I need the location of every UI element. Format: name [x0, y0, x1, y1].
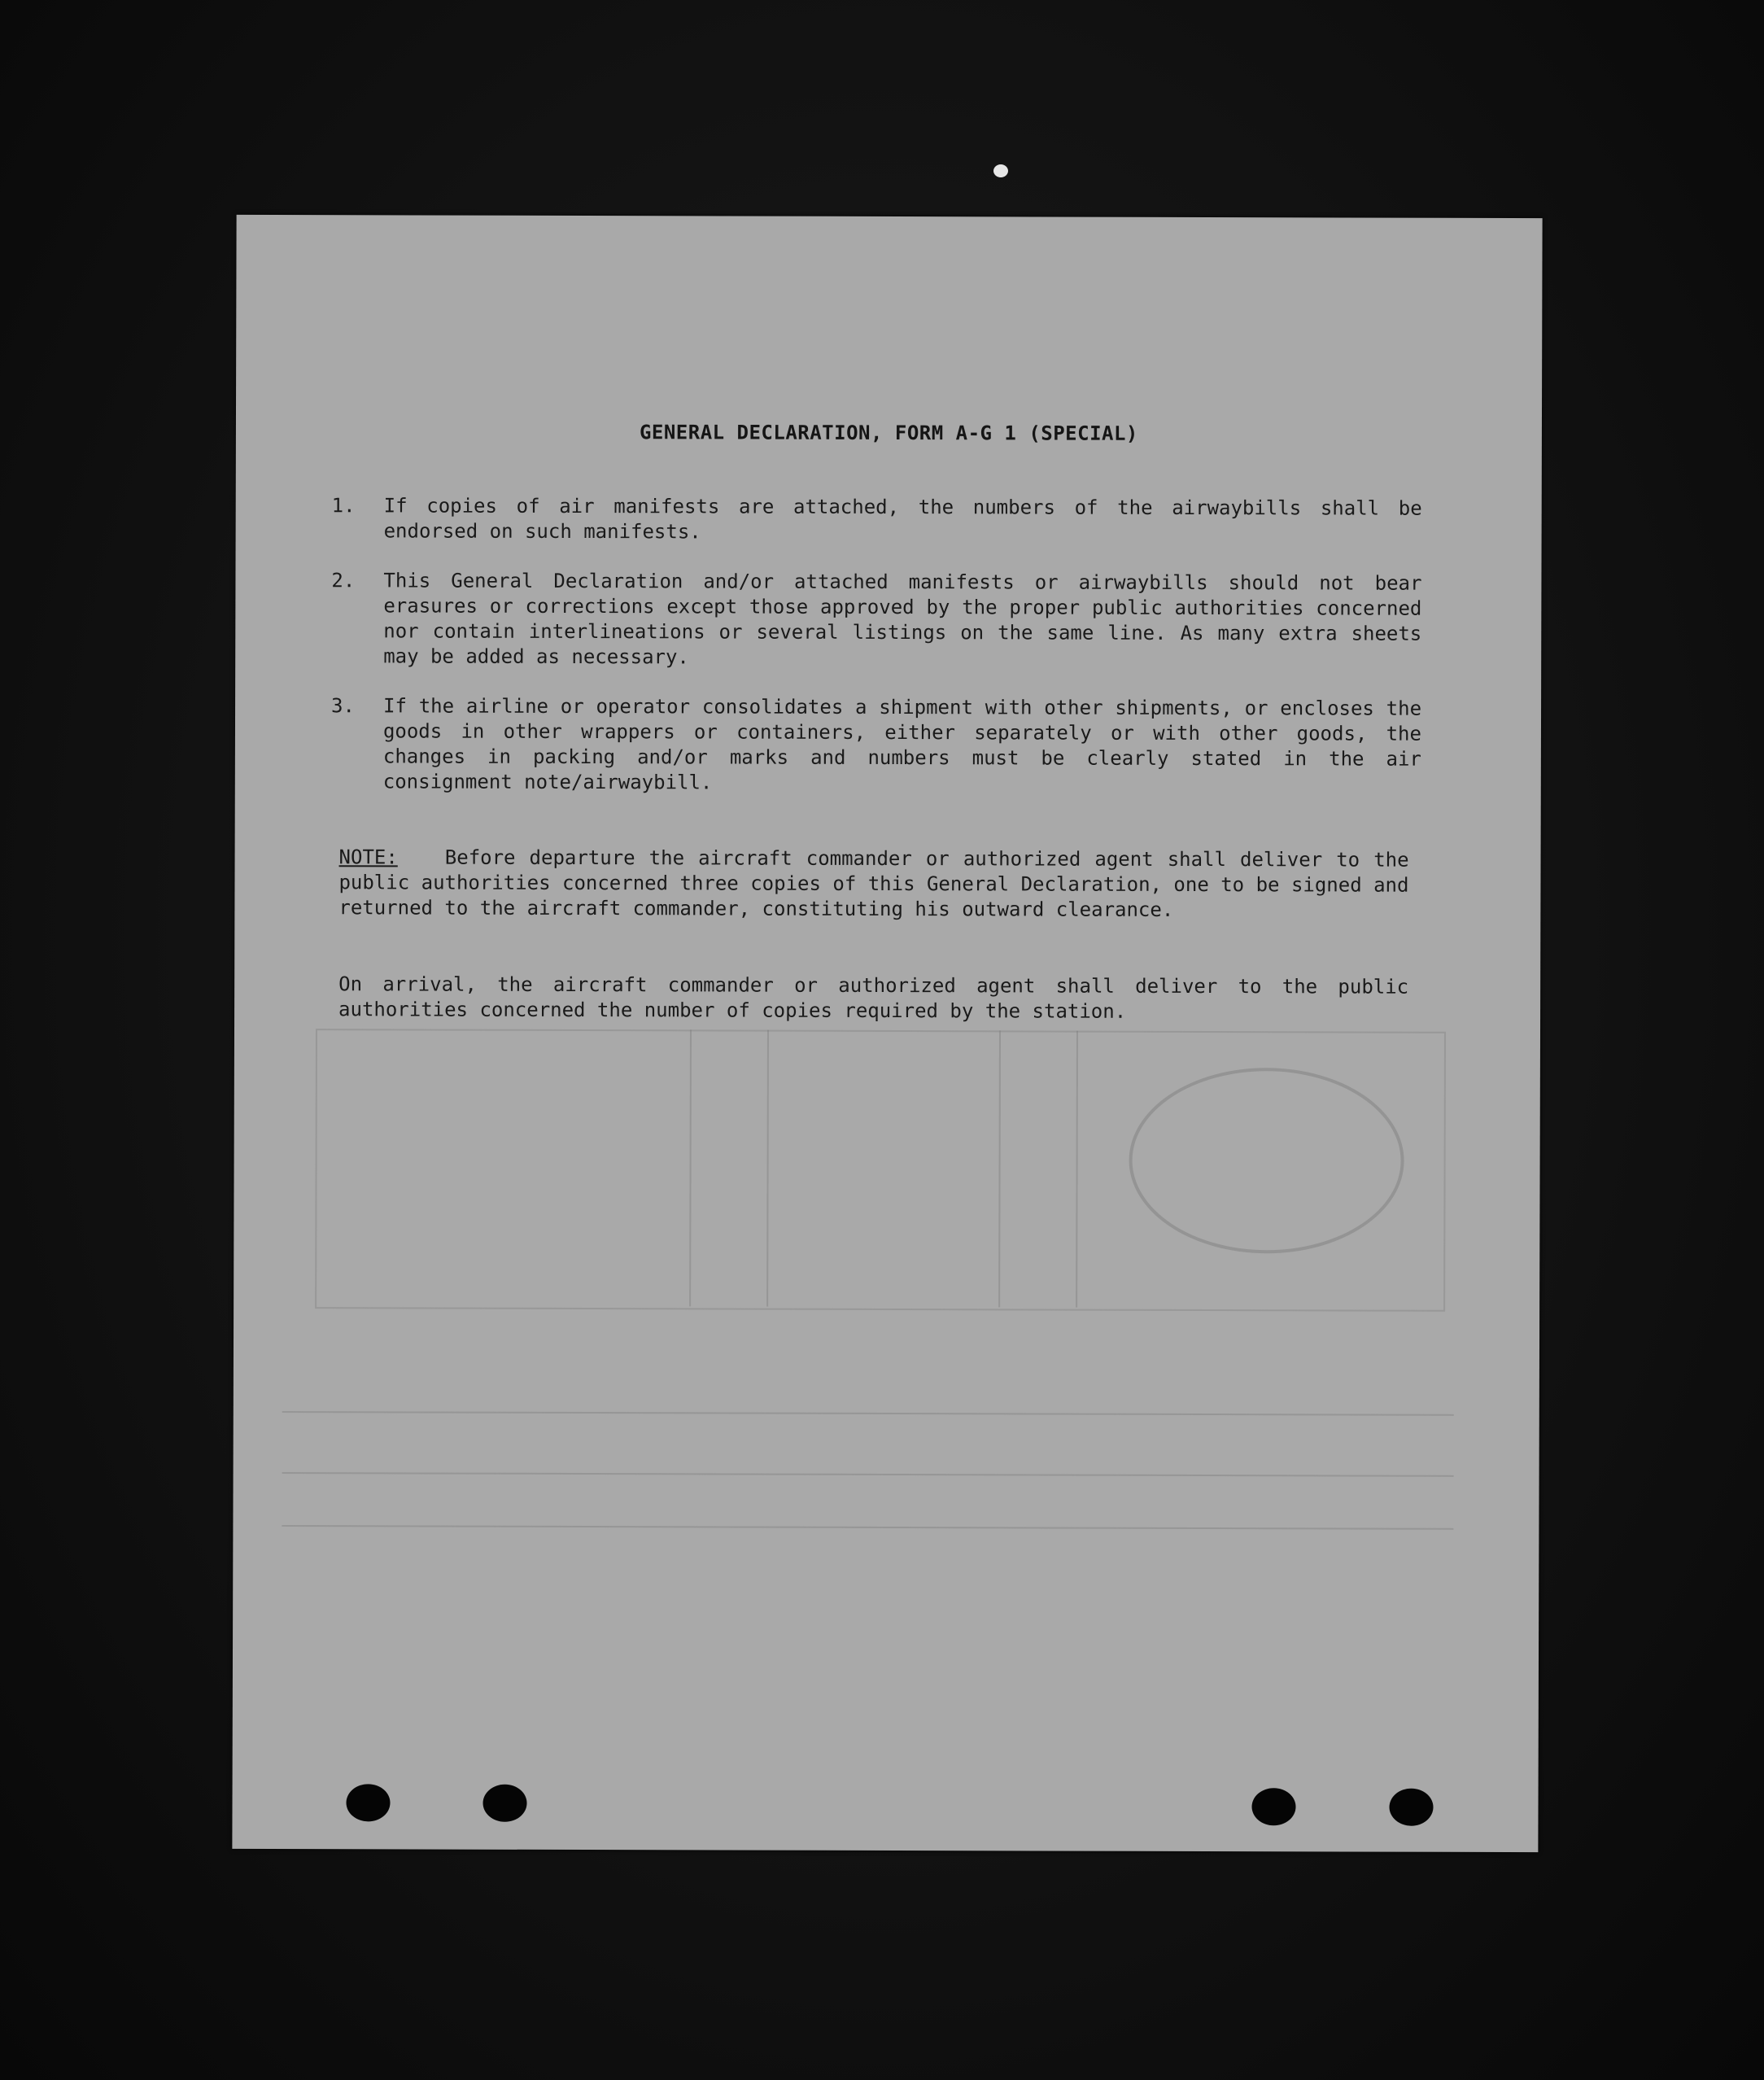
- bleed-through-line: [282, 1525, 1453, 1530]
- item-text: This General Declaration and/or attached manifests or airwaybills should not bear erasures or corrections except those approved by the proper public authorities concerned nor contain interlineations or several listings on the same line. As many extra sheets may be added as necessary.: [383, 569, 1422, 669]
- instruction-item: [331, 693, 1421, 797]
- item-number: 2.: [331, 569, 356, 592]
- scan-speck: [993, 164, 1008, 177]
- document-title: GENERAL DECLARATION, FORM A-G 1 (SPECIAL): [639, 421, 1138, 445]
- punch-hole: [1389, 1789, 1433, 1826]
- arrival-paragraph: On arrival, the aircraft commander or authorized agent shall deliver to the public authorities concerned the number of copies required by the station.: [338, 972, 1409, 1023]
- note-label: NOTE:: [338, 846, 398, 869]
- document-sheet: [232, 215, 1542, 1852]
- instruction-item: [331, 568, 1421, 672]
- instruction-item: [332, 493, 1422, 547]
- item-text: If copies of air manifests are attached, the numbers of the airwaybills shall be endorsed on such manifests.: [383, 494, 1422, 544]
- bleed-through-stamp: [1129, 1068, 1404, 1254]
- punch-hole: [482, 1785, 526, 1822]
- note-paragraph: [338, 845, 1408, 923]
- bleed-through-line: [282, 1411, 1454, 1416]
- item-number: 1.: [331, 494, 356, 518]
- note-text: Before departure the aircraft commander or authorized agent shall deliver to the public authorities concerned three copies of this General Declaration, one to be signed and returned to the aircraft commander, constituting his outward clearance.: [338, 846, 1409, 921]
- bleed-through-line: [282, 1472, 1454, 1477]
- instruction-list: [331, 493, 1422, 822]
- item-number: 3.: [331, 694, 355, 718]
- punch-hole: [346, 1784, 390, 1821]
- punch-hole: [1251, 1788, 1295, 1825]
- item-text: If the airline or operator consolidates a shipment with other shipments, or encloses the goods in other wrappers or containers, either separately or with other goods, the changes in packing and/or marks and numbers must be clearly stated in the air consignment note/airwaybill.: [382, 694, 1422, 794]
